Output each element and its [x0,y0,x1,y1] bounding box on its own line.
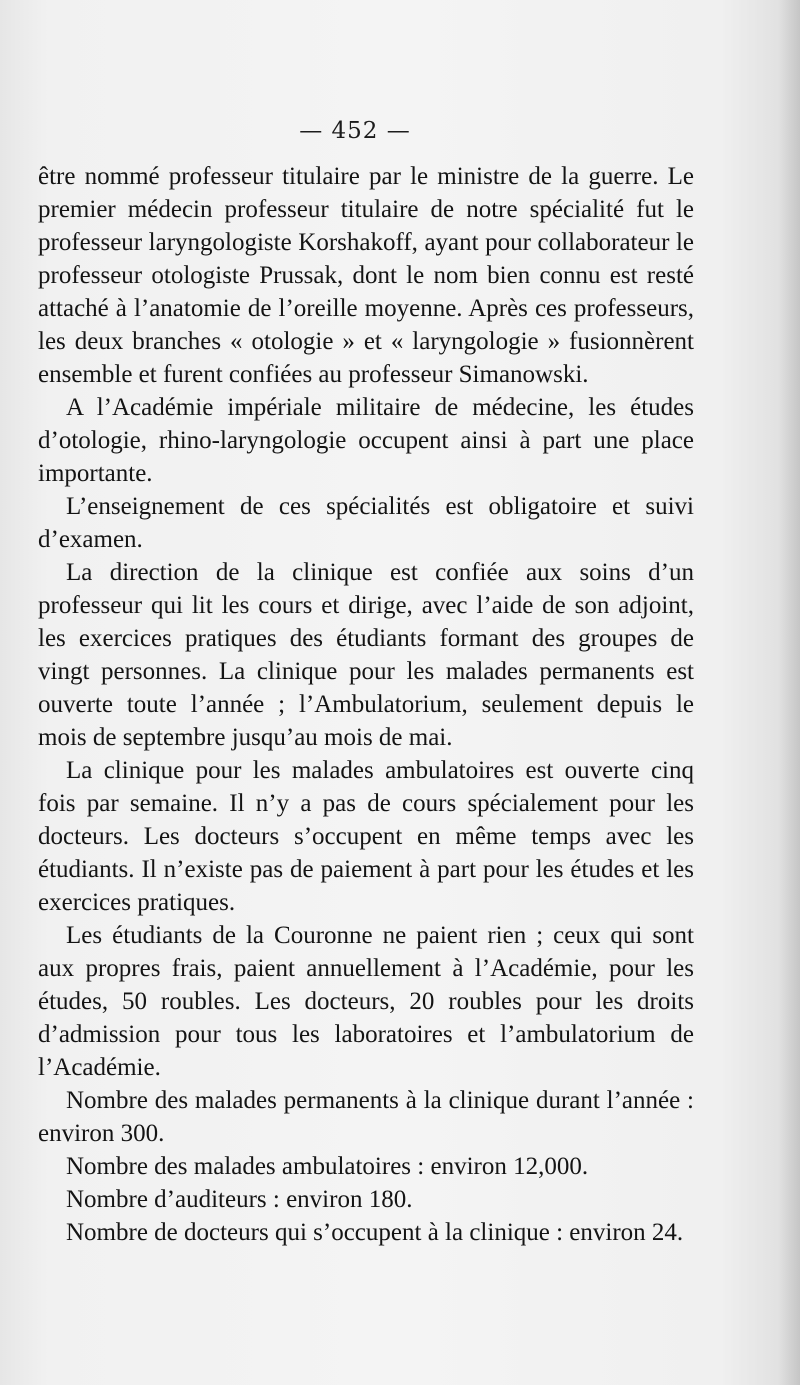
body-text [38,160,694,1249]
paragraph-6: Les étudiants de la Couronne ne paient rien ; ceux qui sont aux propres frais, paient annuellement à l’Académie, pour les études, 50 roubles. Les docteurs, 20 roubles pour les droits d’admission pour tous les laboratoires et l’ambulatorium de l’Académie. [38,922,694,1081]
paragraph-9: Nombre d’auditeurs : environ 180. [66,1186,413,1213]
paragraph-4: La direction de la clinique est confiée aux soins d’un professeur qui lit les cours et dirige, avec l’aide de son adjoint, les exercices pratiques des étudiants formant des groupes de vingt personnes. La clinique pour les malades permanents est ouverte toute l’année ; l’Ambulatorium, seulement depuis le mois de septembre jusqu’au mois de mai. [38,559,694,751]
paragraph-7: Nombre des malades permanents à la clinique durant l’année : environ 300. [38,1087,694,1147]
paragraph-10: Nombre de docteurs qui s’occupent à la clinique : environ 24. [66,1219,684,1246]
paragraph-5: La clinique pour les malades ambulatoires est ouverte cinq fois par semaine. Il n’y a pas de cours spécialement pour les docteurs. Les docteurs s’occupent en même temps avec les étudiants. Il n’existe pas de paiement à part pour les études et les exercices pratiques. [38,757,694,916]
page-number: — 452 — [299,118,411,144]
paragraph-8: Nombre des malades ambulatoires : environ 12,000. [66,1153,589,1180]
page-edge-shadow [778,0,800,1385]
paragraph-3: L’enseignement de ces spécialités est obligatoire et suivi d’examen. [38,493,694,553]
paragraph-2: A l’Académie impériale militaire de médecine, les études d’otologie, rhino-laryngologie occupent ainsi à part une place importante. [38,394,694,487]
paragraph-1: être nommé professeur titulaire par le ministre de la guerre. Le premier médecin professeur titulaire de notre spécialité fut le professeur laryngologiste Korshakoff, ayant pour collaborateur le professeur otologiste Prussak, dont le nom bien connu est resté attaché à l’anatomie de l’oreille moyenne. Après ces professeurs, les deux branches « otologie » et « laryngologie » fusionnèrent ensemble et furent confiées au professeur Simanowski. [38,163,694,388]
